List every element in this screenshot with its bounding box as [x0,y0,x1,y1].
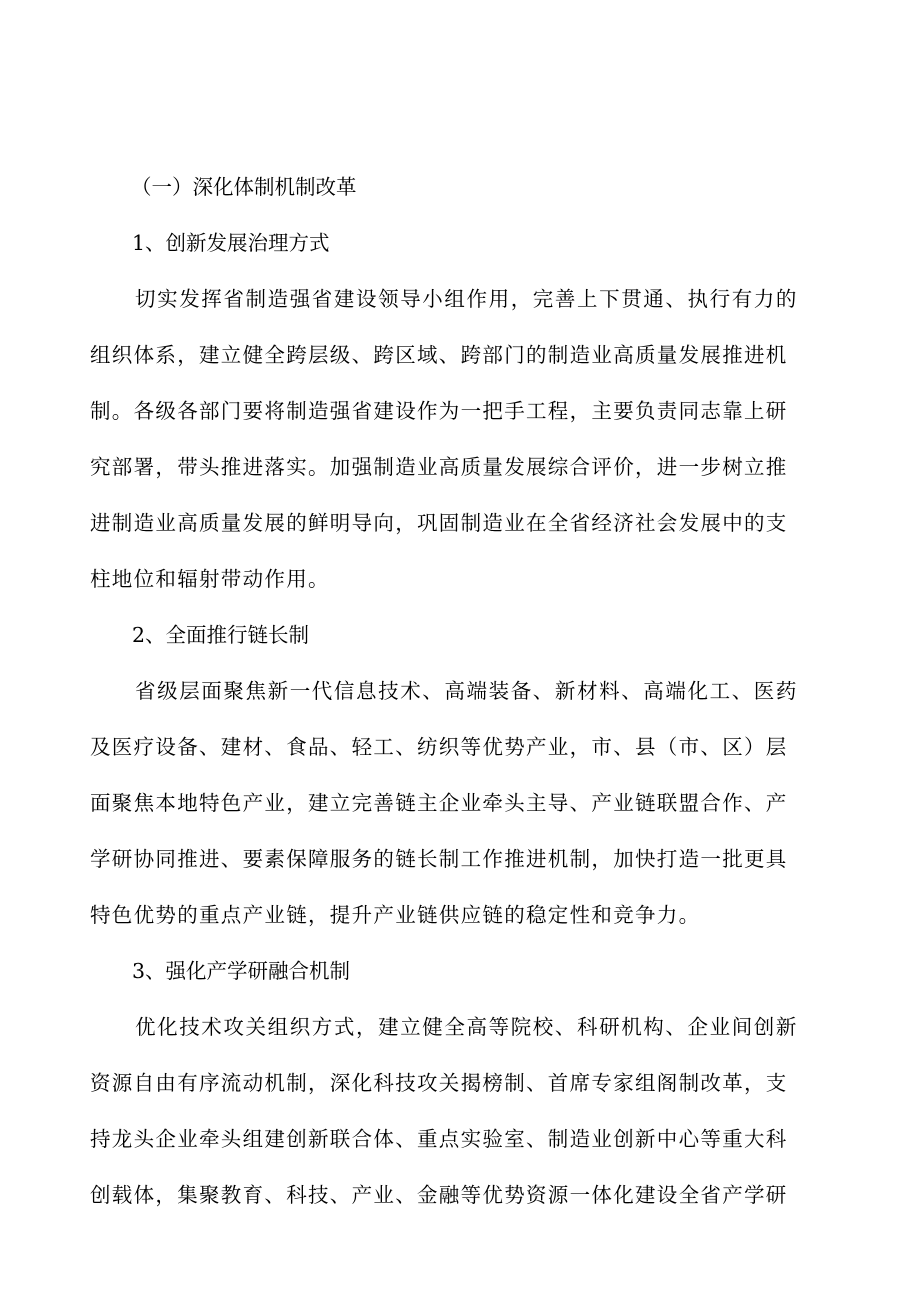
paragraph-line: 持龙头企业牵头组建创新联合体、重点实验室、制造业创新中心等重大科 [90,1127,788,1151]
paragraph-line: 学研协同推进、要素保障服务的链长制工作推进机制，加快打造一批更具 [90,847,788,871]
item-paragraph-1 [90,281,842,597]
paragraph-line: 究部署，带头推进落实。加强制造业高质量发展综合评价，进一步树立推 [90,455,788,479]
paragraph-line: 创载体，集聚教育、科技、产业、金融等优势资源一体化建设全省产学研 [90,1183,788,1207]
paragraph-line: 优化技术攻关组织方式，建立健全高等院校、科研机构、企业间创新 [135,1015,798,1039]
section-heading: （一）深化体制机制改革 [131,175,357,199]
paragraph-line: 制。各级各部门要将制造强省建设作为一把手工程，主要负责同志靠上研 [90,399,788,423]
document-body [90,169,842,1233]
paragraph-line: 柱地位和辐射带动作用。 [90,567,330,591]
paragraph-line: 组织体系，建立健全跨层级、跨区域、跨部门的制造业高质量发展推进机 [90,343,788,367]
paragraph-line: 特色优势的重点产业链，提升产业链供应链的稳定性和竞争力。 [90,903,701,927]
item-heading-1: 1、创新发展治理方式 [132,231,330,255]
paragraph-line: 切实发挥省制造强省建设领导小组作用，完善上下贯通、执行有力的 [135,287,798,311]
item-heading-2: 2、全面推行链长制 [132,623,310,647]
paragraph-line: 进制造业高质量发展的鲜明导向，巩固制造业在全省经济社会发展中的支 [90,511,788,535]
paragraph-line: 及医疗设备、建材、食品、轻工、纺织等优势产业，市、县（市、区）层 [90,735,788,759]
paragraph-line: 资源自由有序流动机制，深化科技攻关揭榜制、首席专家组阁制改革，支 [90,1071,788,1095]
item-paragraph-3 [90,1009,842,1213]
item-heading-3: 3、强化产学研融合机制 [132,959,351,983]
item-paragraph-2 [90,673,842,933]
paragraph-line: 面聚焦本地特色产业，建立完善链主企业牵头主导、产业链联盟合作、产 [90,791,788,815]
paragraph-line: 省级层面聚焦新一代信息技术、高端装备、新材料、高端化工、医药 [135,679,798,703]
